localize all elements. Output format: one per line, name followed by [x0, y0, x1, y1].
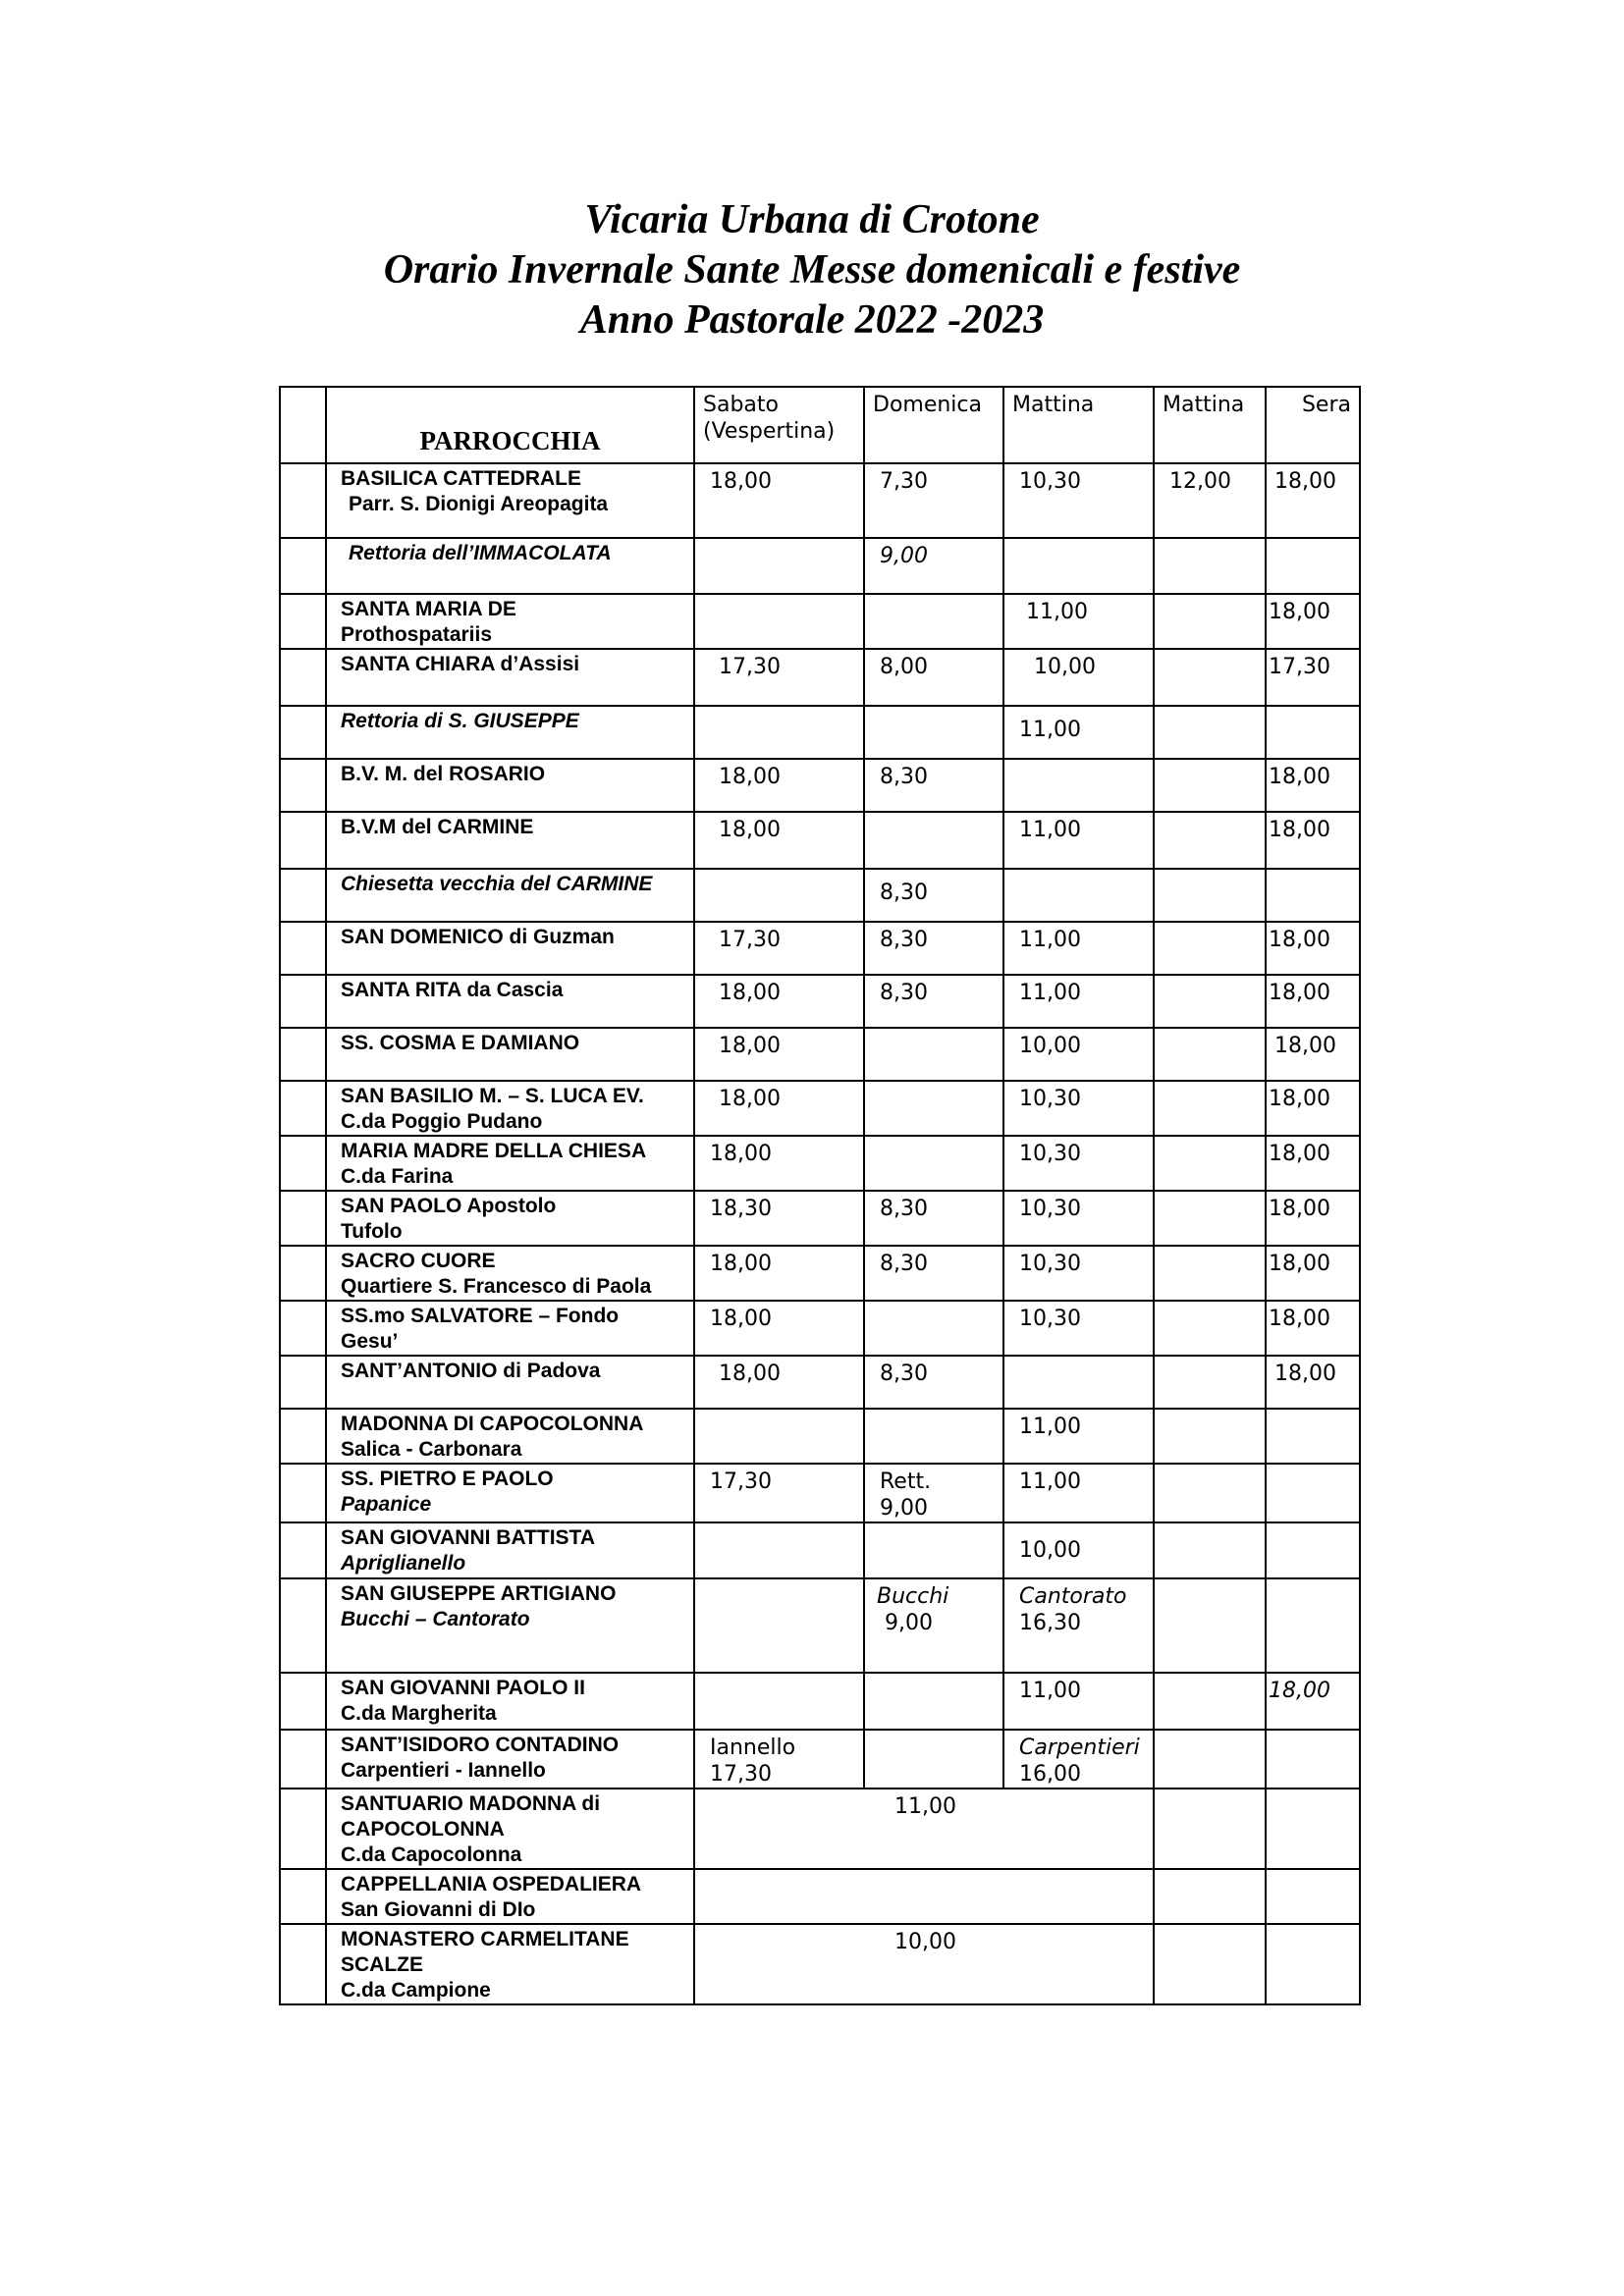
sabato-time: 17,30 [694, 1464, 864, 1522]
blank-cell [280, 649, 326, 706]
mattina-time [1003, 1356, 1154, 1409]
mattina-time: 11,00 [1003, 594, 1154, 649]
sabato-time [694, 1578, 864, 1673]
blank-cell [280, 1869, 326, 1924]
sera-time: 18,00 [1266, 1356, 1360, 1409]
sera-time [1266, 869, 1360, 922]
mattina-time: 10,30 [1003, 1136, 1154, 1191]
sabato-time: 18,00 [694, 812, 864, 869]
col-domenica: Domenica [864, 387, 1003, 463]
sabato-time [694, 706, 864, 759]
mattina2-time [1154, 869, 1266, 922]
header-row [280, 387, 1360, 463]
mattina-time: 10,30 [1003, 1246, 1154, 1301]
blank-cell [280, 1789, 326, 1869]
blank-cell [280, 1730, 326, 1789]
parish-name: Rettoria dell’IMMACOLATA [326, 538, 694, 594]
parish-name: SANT’ANTONIO di Padova [326, 1356, 694, 1409]
col-mattina-1: Mattina [1003, 387, 1154, 463]
sabato-time: 18,00 [694, 1356, 864, 1409]
blank-cell [280, 1136, 326, 1191]
sabato-time: 17,30 [694, 649, 864, 706]
sabato-time: 18,00 [694, 1028, 864, 1081]
blank-cell [280, 538, 326, 594]
mattina-time: 11,00 [1003, 975, 1154, 1028]
table-row [280, 1673, 1360, 1730]
mattina-time: 10,30 [1003, 463, 1154, 538]
parish-name: MADONNA DI CAPOCOLONNA Salica - Carbonara [326, 1409, 694, 1464]
merged-time [694, 1869, 1154, 1924]
parish-name: SANTUARIO MADONNA di CAPOCOLONNA C.da Capocolonna [326, 1789, 694, 1869]
document-title [0, 195, 1624, 346]
parish-name: SAN DOMENICO di Guzman [326, 922, 694, 975]
mattina2-time [1154, 1924, 1266, 2004]
table-row [280, 1789, 1360, 1869]
parish-name: SAN GIOVANNI BATTISTA Apriglianello [326, 1522, 694, 1578]
mattina-time: 10,00 [1003, 649, 1154, 706]
parish-name: B.V. M. del ROSARIO [326, 759, 694, 812]
sera-time: 18,00 [1266, 463, 1360, 538]
mattina2-time [1154, 922, 1266, 975]
sera-time [1266, 1730, 1360, 1789]
sabato-time [694, 538, 864, 594]
title-line-2: Orario Invernale Sante Messe domenicali e festive [383, 247, 1241, 293]
parish-name: SANT’ISIDORO CONTADINO Carpentieri - Iannello [326, 1730, 694, 1789]
blank-cell [280, 869, 326, 922]
mattina-time: 11,00 [1003, 922, 1154, 975]
mattina2-time: 12,00 [1154, 463, 1266, 538]
mattina-time: 11,00 [1003, 812, 1154, 869]
domenica-time: 8,30 [864, 1246, 1003, 1301]
sera-time: 18,00 [1266, 1301, 1360, 1356]
mattina2-time [1154, 1136, 1266, 1191]
blank-cell [280, 1081, 326, 1136]
table-row [280, 1730, 1360, 1789]
parish-name: MONASTERO CARMELITANE SCALZE C.da Campione [326, 1924, 694, 2004]
sera-time [1266, 1869, 1360, 1924]
parish-name: SAN PAOLO Apostolo Tufolo [326, 1191, 694, 1246]
domenica-time [864, 1301, 1003, 1356]
sabato-time: 18,30 [694, 1191, 864, 1246]
mattina2-time [1154, 1246, 1266, 1301]
sera-time: 18,00 [1266, 594, 1360, 649]
mattina2-time [1154, 1578, 1266, 1673]
parish-name: SACRO CUORE Quartiere S. Francesco di Paola [326, 1246, 694, 1301]
sera-time: 18,00 [1266, 1081, 1360, 1136]
domenica-time [864, 594, 1003, 649]
parish-name: SAN GIUSEPPE ARTIGIANO Bucchi – Cantorato [326, 1578, 694, 1673]
table-row [280, 1191, 1360, 1246]
domenica-time: 8,30 [864, 1356, 1003, 1409]
sabato-time: 18,00 [694, 975, 864, 1028]
domenica-time [864, 1081, 1003, 1136]
blank-cell [280, 1028, 326, 1081]
parish-name: SANTA MARIA DE Prothospatariis [326, 594, 694, 649]
blank-cell [280, 1409, 326, 1464]
sabato-time [694, 1522, 864, 1578]
domenica-time: 8,30 [864, 759, 1003, 812]
blank-cell [280, 706, 326, 759]
domenica-time: Rett. 9,00 [864, 1464, 1003, 1522]
mattina-time: 11,00 [1003, 1409, 1154, 1464]
sabato-time: 18,00 [694, 1081, 864, 1136]
parish-name: SS. PIETRO E PAOLO Papanice [326, 1464, 694, 1522]
domenica-time: 8,30 [864, 922, 1003, 975]
table-row [280, 594, 1360, 649]
mattina2-time [1154, 1869, 1266, 1924]
parish-name: MARIA MADRE DELLA CHIESA C.da Farina [326, 1136, 694, 1191]
blank-cell [280, 1301, 326, 1356]
sera-time: 18,00 [1266, 1191, 1360, 1246]
table-row [280, 649, 1360, 706]
domenica-time: 8,30 [864, 869, 1003, 922]
sabato-time: Iannello 17,30 [694, 1730, 864, 1789]
table-row [280, 812, 1360, 869]
title-line-3: Anno Pastorale 2022 -2023 [579, 297, 1045, 343]
sera-time: 18,00 [1266, 975, 1360, 1028]
table-row [280, 538, 1360, 594]
mattina-time: 10,00 [1003, 1028, 1154, 1081]
mattina2-time [1154, 1028, 1266, 1081]
domenica-time: 9,00 [864, 538, 1003, 594]
sabato-time [694, 1673, 864, 1730]
sera-time: 18,00 [1266, 759, 1360, 812]
blank-cell [280, 1578, 326, 1673]
table-row [280, 1578, 1360, 1673]
mattina2-time [1154, 1464, 1266, 1522]
sera-time [1266, 706, 1360, 759]
sera-time: 18,00 [1266, 922, 1360, 975]
sera-time [1266, 1464, 1360, 1522]
blank-cell [280, 975, 326, 1028]
mattina2-time [1154, 1191, 1266, 1246]
col-sera: Sera [1266, 387, 1360, 463]
sabato-time [694, 594, 864, 649]
mattina-time [1003, 538, 1154, 594]
table-row [280, 1869, 1360, 1924]
sabato-time: 17,30 [694, 922, 864, 975]
mattina2-time [1154, 1789, 1266, 1869]
table-row [280, 706, 1360, 759]
domenica-time [864, 1028, 1003, 1081]
mattina-time: 11,00 [1003, 1673, 1154, 1730]
sera-time [1266, 1924, 1360, 2004]
blank-cell [280, 1924, 326, 2004]
sera-time [1266, 1578, 1360, 1673]
sabato-time: 18,00 [694, 1246, 864, 1301]
table-row [280, 1136, 1360, 1191]
domenica-time: 7,30 [864, 463, 1003, 538]
domenica-time [864, 1522, 1003, 1578]
sera-time: 18,00 [1266, 1246, 1360, 1301]
blank-cell [280, 759, 326, 812]
blank-cell [280, 1673, 326, 1730]
merged-time: 11,00 [694, 1789, 1154, 1869]
blank-cell [280, 594, 326, 649]
table-row [280, 759, 1360, 812]
blank-cell [280, 812, 326, 869]
mattina2-time [1154, 706, 1266, 759]
domenica-time: 8,00 [864, 649, 1003, 706]
parish-name: Rettoria di S. GIUSEPPE [326, 706, 694, 759]
domenica-time [864, 1673, 1003, 1730]
blank-cell [280, 1356, 326, 1409]
col-sabato-line2: (Vespertina) [703, 419, 836, 444]
sabato-time [694, 1409, 864, 1464]
blank-cell [280, 1522, 326, 1578]
sera-time: 18,00 [1266, 1673, 1360, 1730]
col-mattina-2: Mattina [1154, 387, 1266, 463]
mattina-time [1003, 759, 1154, 812]
parish-name: SAN BASILIO M. – S. LUCA EV. C.da Poggio Pudano [326, 1081, 694, 1136]
mattina2-time [1154, 759, 1266, 812]
mattina-time: 11,00 [1003, 1464, 1154, 1522]
col-sabato [694, 387, 864, 463]
sera-time [1266, 1409, 1360, 1464]
col-parrocchia: PARROCCHIA [326, 387, 694, 463]
table-row [280, 1409, 1360, 1464]
sabato-time: 18,00 [694, 463, 864, 538]
parish-name: CAPPELLANIA OSPEDALIERA San Giovanni di DIo [326, 1869, 694, 1924]
sera-time: 18,00 [1266, 1028, 1360, 1081]
sera-time [1266, 1789, 1360, 1869]
mattina-time [1003, 869, 1154, 922]
mattina-time: 10,00 [1003, 1522, 1154, 1578]
table-row [280, 1081, 1360, 1136]
sera-time [1266, 1522, 1360, 1578]
domenica-time: Bucchi 9,00 [864, 1578, 1003, 1673]
mattina2-time [1154, 1301, 1266, 1356]
table-row [280, 1924, 1360, 2004]
sabato-time: 18,00 [694, 1301, 864, 1356]
blank-cell [280, 1464, 326, 1522]
mattina-time: 10,30 [1003, 1191, 1154, 1246]
merged-time: 10,00 [694, 1924, 1154, 2004]
mattina-time: 10,30 [1003, 1081, 1154, 1136]
mattina2-time [1154, 1081, 1266, 1136]
parish-name: BASILICA CATTEDRALE Parr. S. Dionigi Areopagita [326, 463, 694, 538]
mattina2-time [1154, 1356, 1266, 1409]
parish-name: Chiesetta vecchia del CARMINE [326, 869, 694, 922]
domenica-time [864, 1730, 1003, 1789]
mattina-time: 11,00 [1003, 706, 1154, 759]
table-row [280, 922, 1360, 975]
domenica-time: 8,30 [864, 1191, 1003, 1246]
sabato-time: 18,00 [694, 1136, 864, 1191]
mattina2-time [1154, 812, 1266, 869]
mattina2-time [1154, 975, 1266, 1028]
table-row [280, 1246, 1360, 1301]
sera-time [1266, 538, 1360, 594]
mattina-time: Cantorato 16,30 [1003, 1578, 1154, 1673]
blank-cell [280, 1246, 326, 1301]
mattina-time: Carpentieri 16,00 [1003, 1730, 1154, 1789]
table-row [280, 1522, 1360, 1578]
parish-name: SANTA RITA da Cascia [326, 975, 694, 1028]
sera-time: 18,00 [1266, 1136, 1360, 1191]
parish-name: SAN GIOVANNI PAOLO II C.da Margherita [326, 1673, 694, 1730]
domenica-time [864, 1409, 1003, 1464]
mattina2-time [1154, 594, 1266, 649]
blank-cell [280, 1191, 326, 1246]
sera-time: 18,00 [1266, 812, 1360, 869]
mattina2-time [1154, 1673, 1266, 1730]
col-sabato-line1: Sabato [703, 393, 779, 417]
domenica-time [864, 1136, 1003, 1191]
parish-name: SS. COSMA E DAMIANO [326, 1028, 694, 1081]
parish-name: SANTA CHIARA d’Assisi [326, 649, 694, 706]
table-row [280, 869, 1360, 922]
title-line-1: Vicaria Urbana di Crotone [584, 197, 1040, 242]
mattina2-time [1154, 649, 1266, 706]
parish-name: SS.mo SALVATORE – Fondo Gesu’ [326, 1301, 694, 1356]
domenica-time [864, 812, 1003, 869]
mattina2-time [1154, 1730, 1266, 1789]
mattina2-time [1154, 1522, 1266, 1578]
mattina2-time [1154, 1409, 1266, 1464]
table-row [280, 1356, 1360, 1409]
table-row [280, 1464, 1360, 1522]
mattina-time: 10,30 [1003, 1301, 1154, 1356]
table-row [280, 463, 1360, 538]
sabato-time: 18,00 [694, 759, 864, 812]
blank-cell [280, 463, 326, 538]
mattina2-time [1154, 538, 1266, 594]
domenica-time [864, 706, 1003, 759]
sabato-time [694, 869, 864, 922]
table-row [280, 1028, 1360, 1081]
blank-cell [280, 387, 326, 463]
table-row [280, 975, 1360, 1028]
parish-name: B.V.M del CARMINE [326, 812, 694, 869]
mass-schedule-table [279, 386, 1361, 2005]
domenica-time: 8,30 [864, 975, 1003, 1028]
blank-cell [280, 922, 326, 975]
table-row [280, 1301, 1360, 1356]
sera-time: 17,30 [1266, 649, 1360, 706]
